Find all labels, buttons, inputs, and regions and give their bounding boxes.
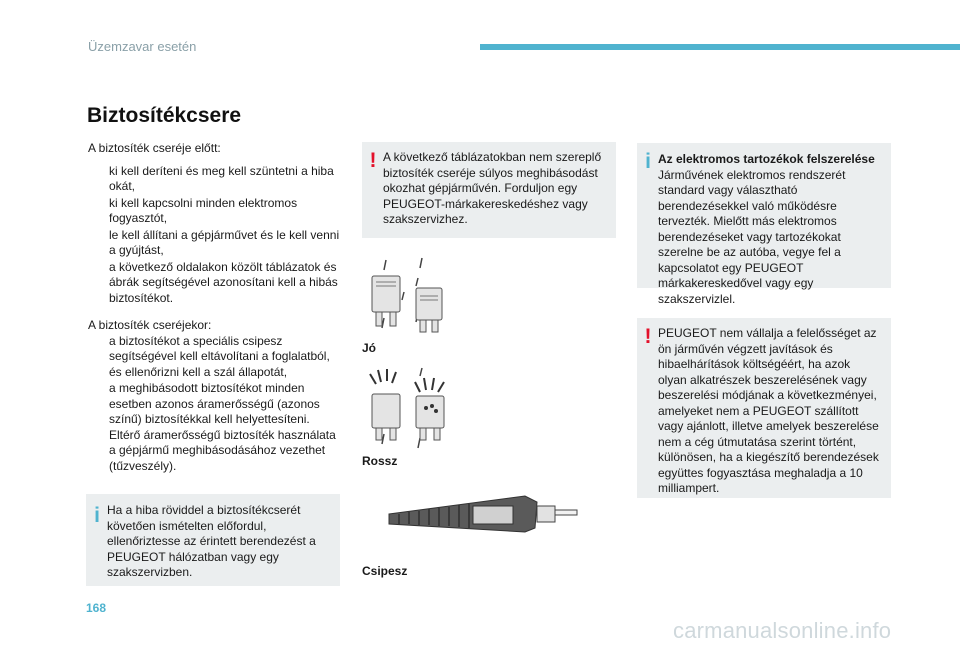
warning-icon: ! <box>369 149 377 172</box>
tweezers-illustration <box>385 488 585 548</box>
info-icon: i <box>645 150 651 173</box>
warning-box-middle <box>362 142 616 238</box>
list-item: a következő oldalakon közölt táblázatok és ábrák segítségével azonosítani kell a hibás biztosítékot. <box>109 259 338 305</box>
fuse-bad-illustration <box>360 364 460 454</box>
during-section <box>88 318 340 475</box>
list-item: ki kell deríteni és meg kell szüntetni a hiba okát, <box>109 163 334 193</box>
caption-good: Jó <box>362 341 377 355</box>
list-item: a meghibásodott biztosítékot minden esetben azonos áramerősségű (azonos színű) biztosítékkal kell helyettesíteni. Eltérő áramerősségű biztosíték használata a gépjármű meghibásodásához vezethet (tűzveszély). <box>109 381 336 473</box>
warn-right-text: PEUGEOT nem vállalja a felelősséget az ön járművén végzett javítások és hibaelhárítások költségéért, ha azok olyan alkatrészek beszerelésének vagy beszerelési módjának a következményei, amelyeket nem a PEUGEOT szállított vagy ajánlott, illetve amelyek beszerelése nem a cég útmutatása szerint történt, különösen, ha a kiegészítő berendezések együttes fogyasztása meghaladja a 10 milliampert. <box>658 326 879 495</box>
info-left-text: Ha a hiba röviddel a biztosítékcserét követően ismételten előfordul, ellenőriztesse az érintett berendezést a PEUGEOT hálózatban vagy egy szakszervizben. <box>107 503 316 579</box>
list-item: ki kell kapcsolni minden elektromos fogyasztót, <box>109 195 298 225</box>
before-list <box>88 164 340 307</box>
page-number: 168 <box>86 601 107 615</box>
info-box-left <box>86 494 340 586</box>
during-intro: A biztosíték cseréjekor: <box>88 318 212 332</box>
warn-middle-text: A következő táblázatokban nem szereplő biztosíték cseréje súlyos meghibásodást okozhat gépjárművén. Forduljon egy PEUGEOT-márkakereskedéshez vagy szakszervizhez. <box>383 150 602 226</box>
info-box-right <box>637 143 891 306</box>
watermark: carmanualsonline.info <box>673 618 892 643</box>
list-item: a biztosítékot a speciális csipesz segítségével kell eltávolítani a foglalatból, és ellenőrizni kell a szál állapotát, <box>109 333 330 379</box>
info-right-heading: Az elektromos tartozékok felszerelése <box>658 152 875 166</box>
before-section <box>88 141 340 307</box>
fuse-good-illustration <box>360 252 450 338</box>
header-accent-bar <box>480 44 960 50</box>
info-icon: i <box>94 504 100 527</box>
list-item: le kell állítani a gépjárművet és le kell venni a gyújtást, <box>109 227 340 257</box>
info-right-text: Járművének elektromos rendszerét standard vagy választható berendezésekkel való működésre tervezték. Mielőtt más elektromos berendezéseket vagy tartozékokat szerelne be az autóba, vegye fel a kapcsolatot egy PEUGEOT márkakereskedővel vagy egy szakszervizlel. <box>658 167 846 306</box>
caption-bad: Rossz <box>362 454 398 468</box>
warning-box-right <box>637 318 891 498</box>
page-title: Biztosítékcsere <box>87 104 242 127</box>
caption-tweezers: Csipesz <box>362 564 408 578</box>
section-header: Üzemzavar esetén <box>88 39 197 54</box>
warning-icon: ! <box>644 325 652 348</box>
during-list <box>88 334 340 475</box>
before-intro: A biztosíték cseréje előtt: <box>88 141 221 155</box>
